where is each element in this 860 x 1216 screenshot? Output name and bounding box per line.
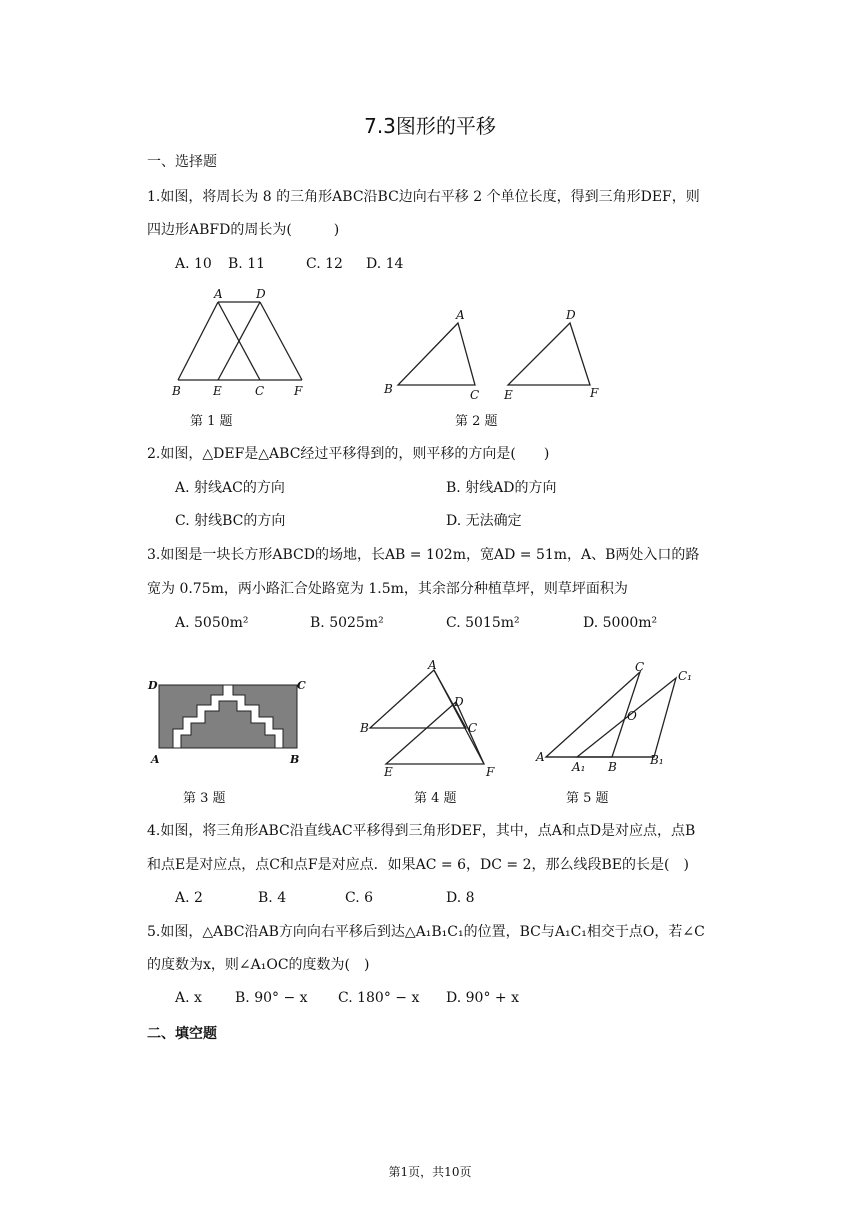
q5-option-b: B. 90° − x: [235, 990, 308, 1006]
fig5-label-b: B: [608, 760, 617, 774]
figure-2: [380, 305, 610, 405]
fig5-caption: 第 5 题: [566, 791, 609, 806]
fig2-label-f: F: [590, 386, 599, 400]
fig4-caption: 第 4 题: [414, 791, 457, 806]
fig4-label-a: A: [428, 658, 437, 672]
fig2-label-e: E: [504, 388, 513, 402]
q4-option-a: A. 2: [175, 890, 203, 906]
section-choice-heading: 一、选择题: [147, 154, 217, 170]
fig4-label-f: F: [486, 765, 495, 779]
section-fill-heading: 二、填空题: [147, 1026, 217, 1042]
figure-1: [160, 285, 320, 405]
figure-4: [356, 658, 506, 778]
fig4-label-e: E: [384, 765, 393, 779]
q5-option-d: D. 90° + x: [446, 990, 519, 1006]
q1-option-b: B. 11: [228, 256, 266, 272]
fig2-label-b: B: [384, 382, 393, 396]
fig3-label-a: A: [151, 753, 160, 766]
q2-line1: 2.如图，△DEF是△ABC经过平移得到的，则平移的方向是( ): [147, 446, 550, 462]
page-footer: 第1页，共10页: [388, 1165, 472, 1179]
q5-line1: 5.如图，△ABC沿AB方向向右平移后到达△A₁B₁C₁的位置，BC与A₁C₁相交于点O，若∠C: [147, 924, 705, 940]
fig5-label-b1: B₁: [650, 753, 664, 767]
fig2-label-a: A: [456, 308, 465, 322]
q4-option-c: C. 6: [345, 890, 374, 906]
q4-option-d: D. 8: [446, 890, 475, 906]
fig3-label-c: C: [297, 679, 306, 692]
fig5-label-c: C: [635, 660, 645, 674]
q1-option-c: C. 12: [306, 256, 343, 272]
fig1-label-c: C: [255, 384, 265, 398]
q5-option-c: C. 180° − x: [338, 990, 420, 1006]
fig5-label-a1: A₁: [572, 760, 586, 774]
q3-line1: 3.如图是一块长方形ABCD的场地，长AB = 102m，宽AD = 51m，A、B两处入口的路: [147, 547, 700, 563]
q4-line2: 和点E是对应点，点C和点F是对应点．如果AC = 6，DC = 2，那么线段BE的长是( ): [147, 857, 689, 873]
q3-option-d: D. 5000m²: [583, 615, 658, 631]
q4-line1: 4.如图，将三角形ABC沿直线AC平移得到三角形DEF，其中，点A和点D是对应点，点B: [147, 823, 696, 839]
q4-option-b: B. 4: [258, 890, 287, 906]
fig1-label-e: E: [213, 384, 222, 398]
q1-option-a: A. 10: [175, 256, 212, 272]
fig3-label-b: B: [290, 753, 300, 766]
fig3-label-d: D: [148, 679, 158, 692]
fig2-label-c: C: [470, 388, 480, 402]
q1-option-d: D. 14: [366, 256, 404, 272]
fig3-caption: 第 3 题: [183, 791, 226, 806]
q2-option-b: B. 射线AD的方向: [446, 480, 557, 496]
fig1-label-d: D: [256, 287, 266, 301]
q3-option-b: B. 5025m²: [310, 615, 384, 631]
fig4-label-d: D: [454, 695, 464, 709]
fig5-label-c1: C₁: [678, 669, 692, 683]
q3-line2: 宽为 0.75m，两小路汇合处路宽为 1.5m，其余部分种植草坪，则草坪面积为: [147, 581, 628, 597]
fig1-label-a: A: [214, 287, 223, 301]
q1-line2: 四边形ABFD的周长为( ): [147, 222, 340, 238]
q3-option-a: A. 5050m²: [175, 615, 249, 631]
fig2-label-d: D: [566, 308, 576, 322]
figure-5: [532, 660, 707, 775]
fig4-label-c: C: [468, 721, 478, 735]
q2-option-a: A. 射线AC的方向: [175, 480, 285, 496]
fig1-label-f: F: [294, 384, 303, 398]
q2-option-d: D. 无法确定: [446, 513, 522, 529]
fig2-caption: 第 2 题: [455, 414, 498, 429]
fig5-label-a: A: [536, 750, 545, 764]
q5-option-a: A. x: [175, 990, 202, 1006]
q3-option-c: C. 5015m²: [446, 615, 520, 631]
fig5-label-o: O: [627, 709, 637, 723]
fig1-caption: 第 1 题: [190, 414, 233, 429]
q2-option-c: C. 射线BC的方向: [175, 513, 286, 529]
page-title: 7.3图形的平移: [364, 114, 496, 138]
q1-line1: 1.如图，将周长为 8 的三角形ABC沿BC边向右平移 2 个单位长度，得到三角形DEF，则: [147, 189, 700, 205]
q5-line2: 的度数为x，则∠A₁OC的度数为( ): [147, 957, 370, 973]
figure-3: [145, 675, 310, 770]
fig1-label-b: B: [172, 384, 181, 398]
fig4-label-b: B: [360, 721, 369, 735]
